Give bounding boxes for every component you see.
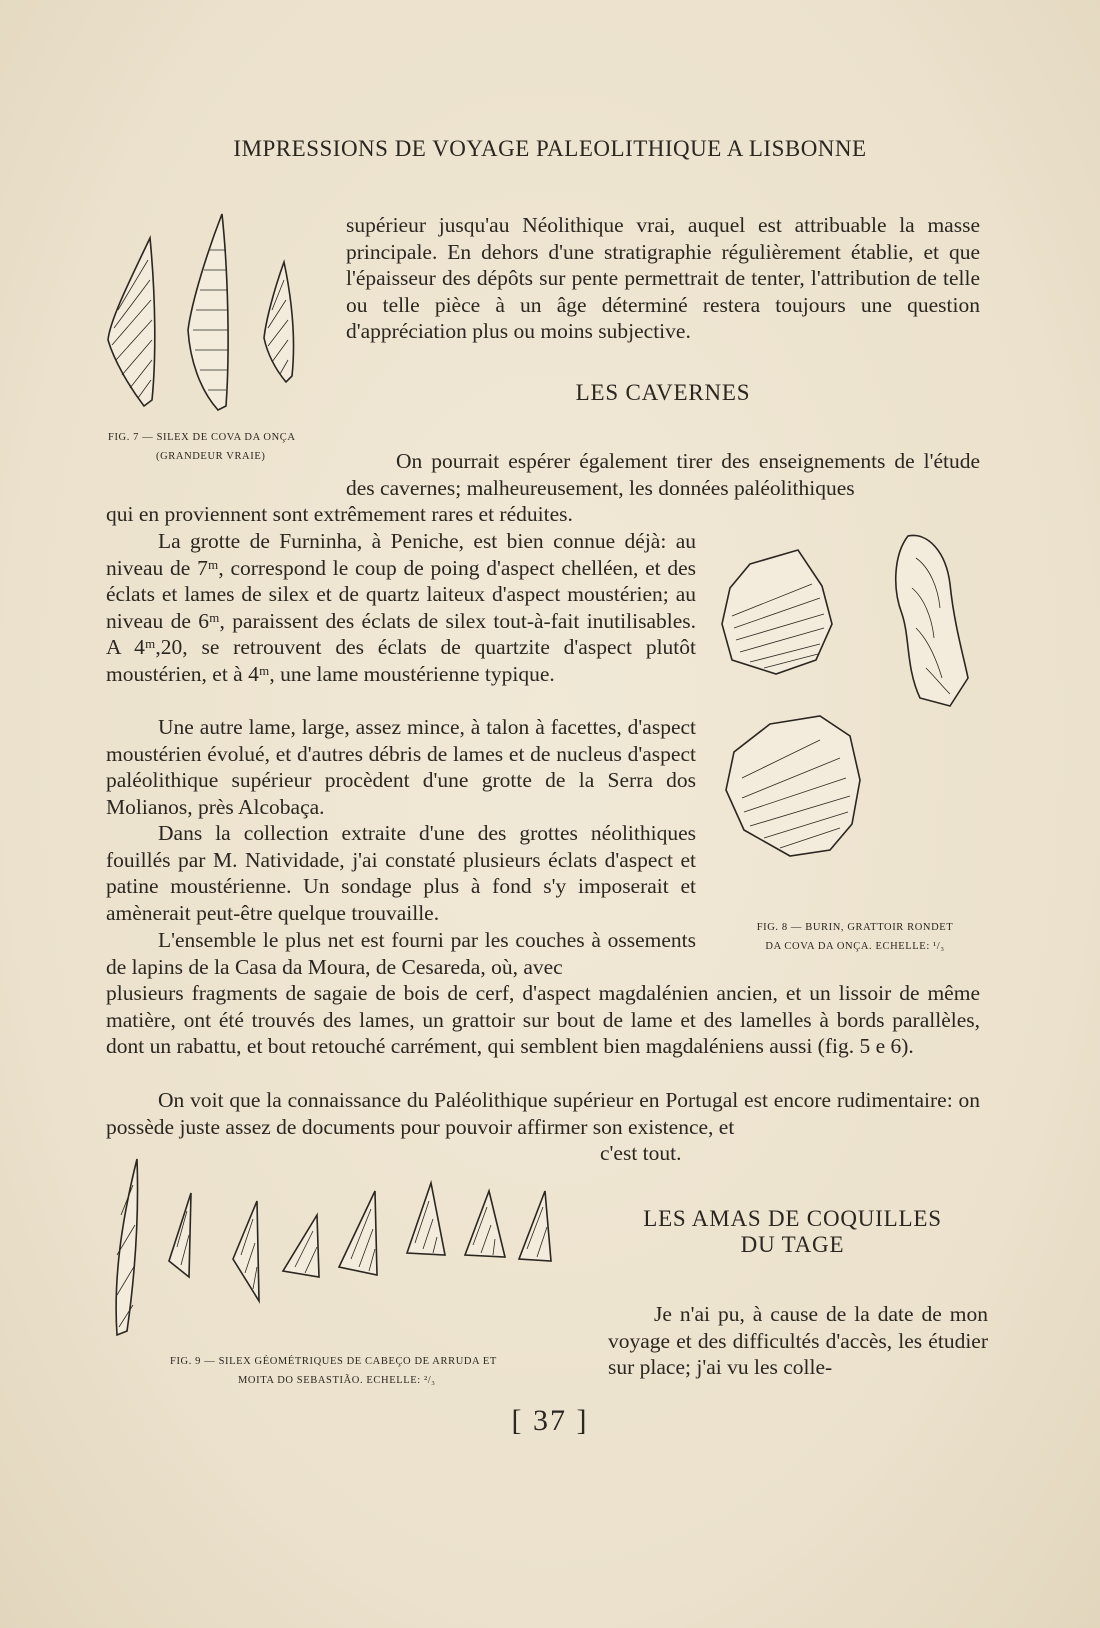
fig9-caption-line2: MOITA DO SEBASTIÃO. ECHELLE: ²/₃ [238, 1375, 436, 1386]
paragraph-1: supérieur jusqu'au Néolithique vrai, auquel est attribuable la masse principale. En dehors d'une stratigraphie régulièrement établie, et que l'épaisseur des dépôts sur pente permettrait de tenter, l'attribution de telle ou telle pièce à un âge déterminé restera toujours une question d'appréciation plus ou moins subjective. [346, 213, 980, 344]
fig7-caption [108, 428, 348, 466]
paragraph-2b: qui en proviennent sont extrêmement rares et réduites. [106, 502, 573, 526]
fig9-trapeze-6 [465, 1191, 505, 1257]
paragraph-5: Dans la collection extraite d'une des grottes néolithiques fouillés par M. Natividade, j'ai constaté plusieurs éclats d'aspect et patine moustérienne. Un sondage plus à fond s'y imposerait et amènerait peut-être quelque trouvaille. [106, 821, 696, 925]
heading-amas-de-coquilles [605, 1206, 980, 1258]
fig7-caption-line2: (GRANDEUR VRAIE) [156, 451, 266, 462]
fig7-blade-3 [264, 262, 294, 382]
fig8-illustration [720, 528, 990, 918]
paragraph-7a: On voit que la connaissance du Paléolithique supérieur en Portugal est encore rudimentaire: on possède juste assez de documents pour pouvoir affirmer son existence, et [106, 1088, 980, 1139]
paragraph-6b: plusieurs fragments de sagaie de bois de cerf, d'aspect magdalénien ancien, et un lissoir de même matière, ont été trouvés des lames, un grattoir sur bout de lame et des lamelles à bords parallèles, dont un rabattu, et bout retouché carrément, qui semblent bien magdaléniens aussi (fig. 5 e 6). [106, 981, 980, 1059]
fig7-caption-line1: FIG. 7 — SILEX DE COVA DA ONÇA [108, 432, 296, 443]
fig7-blade-2 [188, 214, 228, 410]
fig9-caption-line1: FIG. 9 — SILEX GÉOMÉTRIQUES DE CABEÇO DE ARRUDA ET [170, 1356, 497, 1367]
fig9-trapeze-3 [283, 1215, 319, 1277]
paragraph-6a: L'ensemble le plus net est fourni par les couches à ossements de lapins de la Casa da Moura, de Cesareda, où, avec [106, 928, 696, 979]
fig9-trapeze-4 [339, 1191, 377, 1275]
fig7-illustration [100, 210, 335, 430]
paragraph-7b: c'est tout. [600, 1141, 682, 1165]
fig9-trapeze-1 [169, 1193, 191, 1277]
heading-les-cavernes: LES CAVERNES [575, 380, 751, 405]
paragraph-2a: On pourrait espérer également tirer des enseignements de l'étude des cavernes; malheureusement, les données paléolithiques [346, 449, 980, 500]
fig9-trapeze-5 [407, 1183, 445, 1255]
fig7-blade-1 [108, 238, 155, 406]
fig9-trapeze-2 [233, 1201, 259, 1301]
fig8-caption-line1: FIG. 8 — BURIN, GRATTOIR RONDET [756, 922, 954, 933]
running-head: IMPRESSIONS DE VOYAGE PALEOLITHIQUE A LISBONNE [233, 136, 867, 161]
fig8-caption [720, 918, 990, 956]
heading-amas-line1: LES AMAS DE COQUILLES [643, 1206, 942, 1231]
fig9-blade-1 [116, 1159, 137, 1335]
fig9-caption [170, 1352, 570, 1390]
paragraph-4: Une autre lame, large, assez mince, à talon à facettes, d'aspect moustérien évolué, et d'autres débris de lames et de nucleus d'aspect paléolithique supérieur procèdent d'une grotte de la Serra dos Molianos, près Alcobaça. [106, 715, 696, 819]
fig8-rondet [726, 716, 860, 856]
fig9-trapeze-7 [519, 1191, 551, 1261]
page-number: [ 37 ] [511, 1404, 589, 1437]
fig9-illustration [105, 1155, 590, 1340]
paragraph-3: La grotte de Furninha, à Peniche, est bien connue déjà: au niveau de 7ᵐ, correspond le coup de poing d'aspect chelléen, et des éclats et lames de silex et de quartz laiteux d'aspect moustérien; au niveau de 6ᵐ, paraissent des éclats de silex tout-à-fait inutilisables. A 4ᵐ,20, se retrouvent des éclats de quartzite d'aspect plutôt moustérien, et à 4ᵐ, une lame moustérienne typique. [106, 529, 696, 686]
paragraph-8: Je n'ai pu, à cause de la date de mon voyage et des difficultés d'accès, les étudier sur place; j'ai vu les colle- [608, 1302, 988, 1380]
fig8-grattoir [896, 535, 968, 706]
fig8-caption-line2: DA COVA DA ONÇA. ECHELLE: ¹/₃ [765, 941, 945, 952]
fig8-burin [722, 550, 832, 674]
heading-amas-line2: DU TAGE [740, 1232, 845, 1257]
